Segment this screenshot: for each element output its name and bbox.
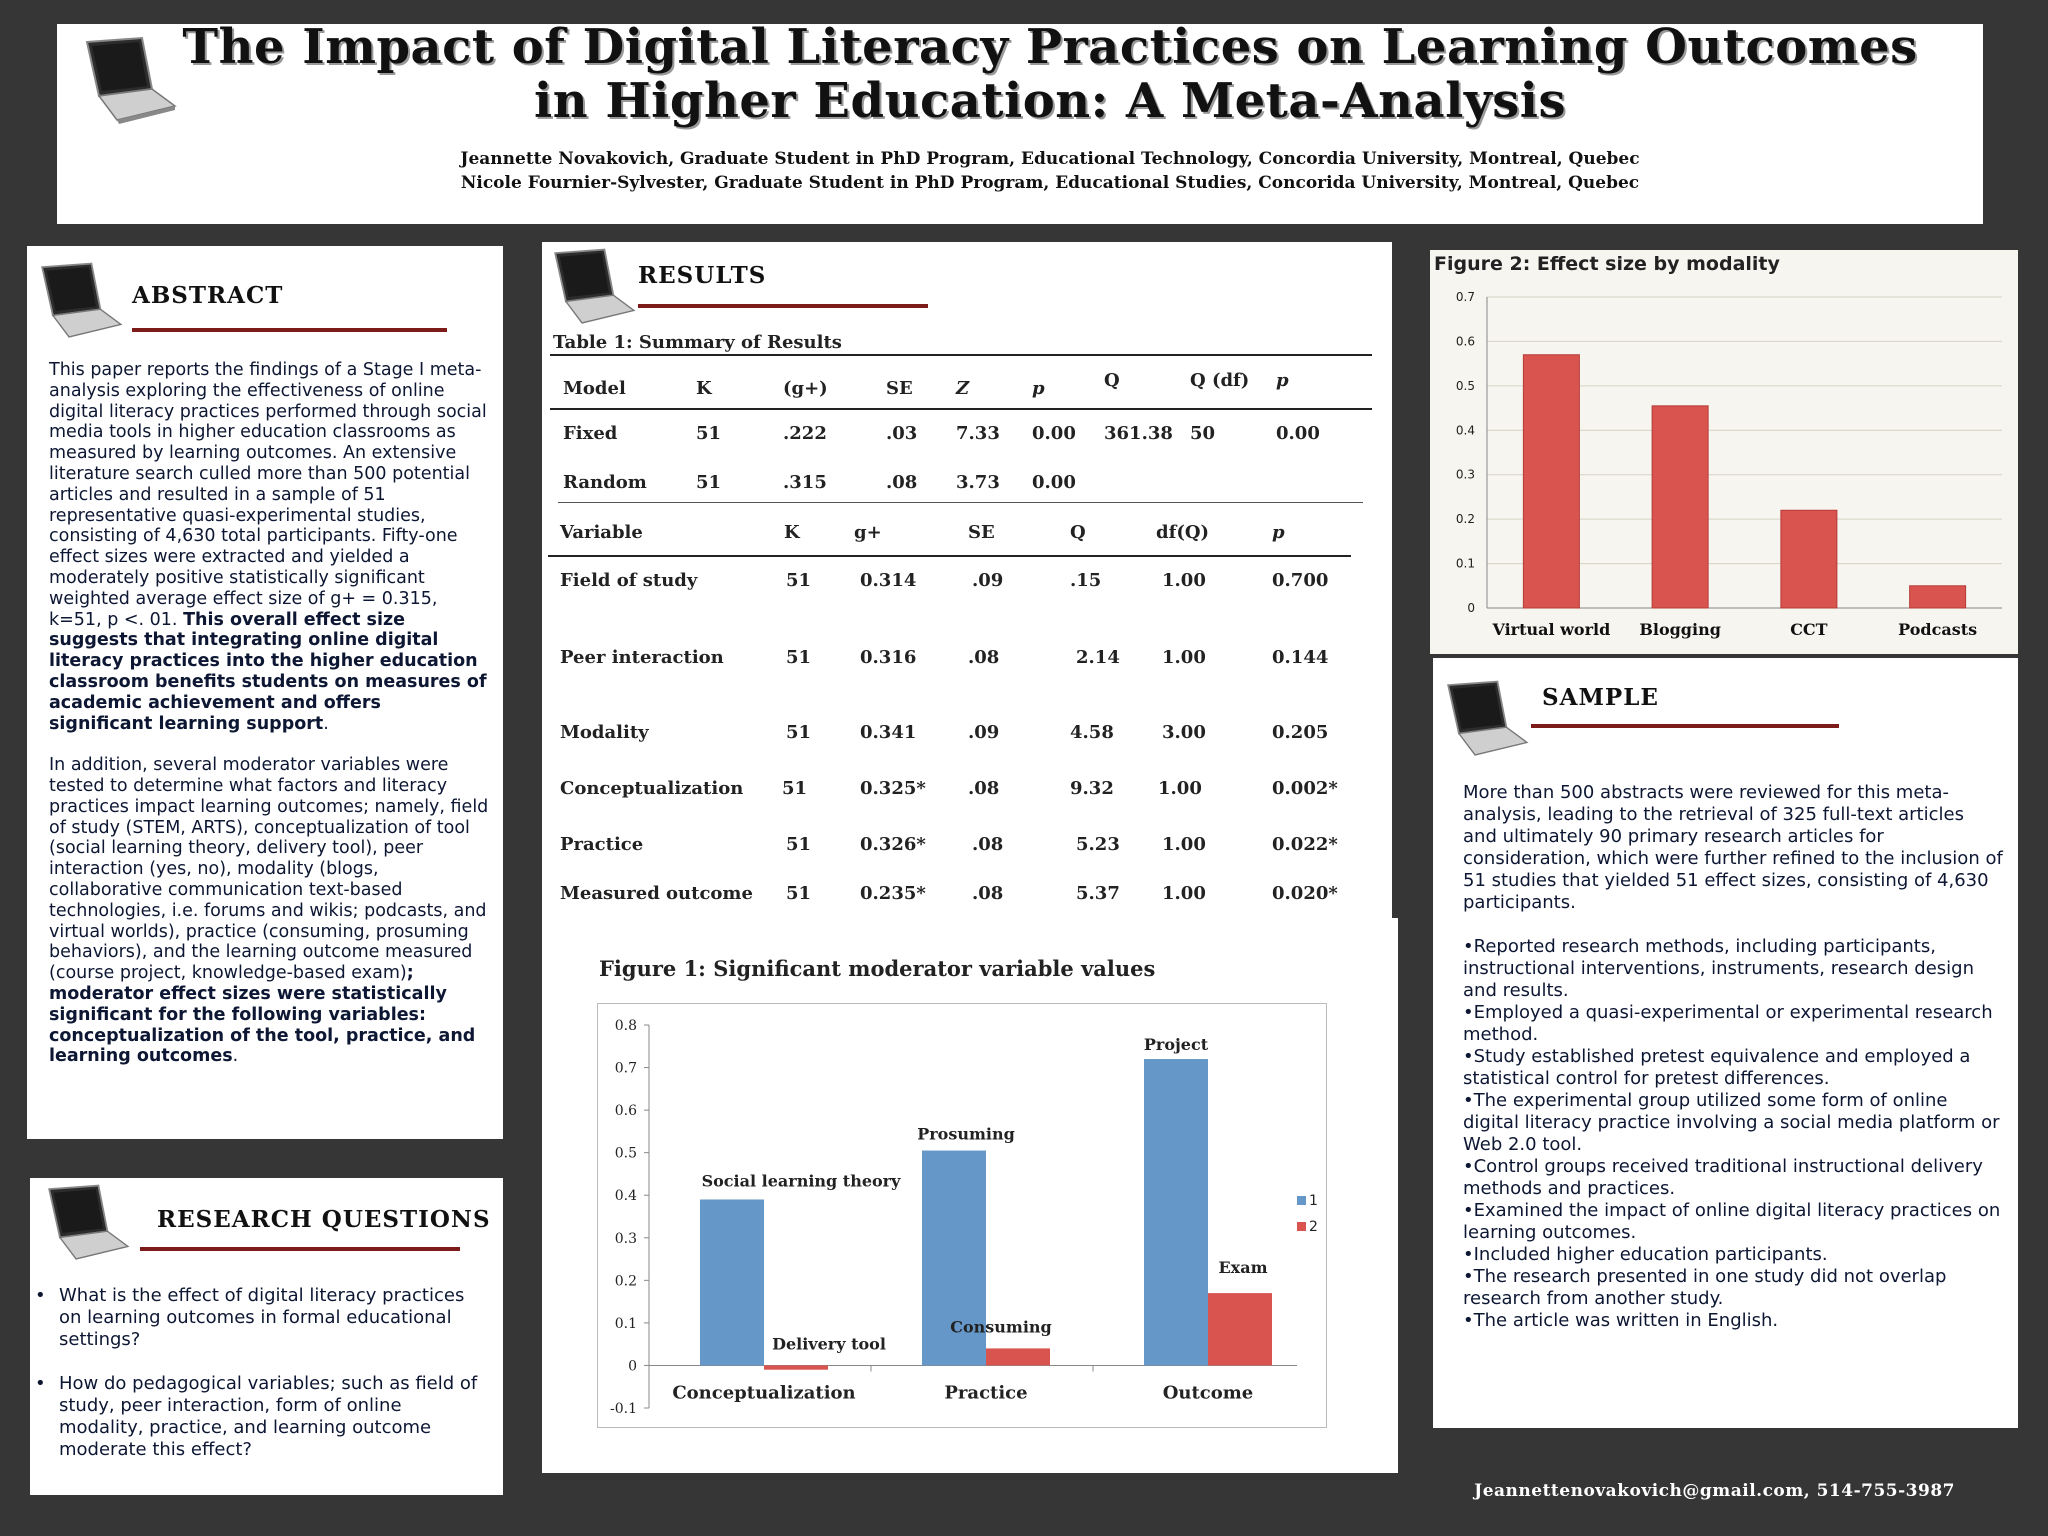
- rq-list: [35, 1285, 490, 1483]
- sample-heading: SAMPLE: [1542, 684, 1659, 711]
- list-item: • What is the effect of digital literacy practices on learning outcomes in formal educational settings?: [35, 1285, 490, 1351]
- legend-swatch: [1297, 1196, 1306, 1205]
- list-item: •Employed a quasi-experimental or experimental research method.: [1463, 1002, 1993, 1045]
- table-header: Q: [1104, 370, 1120, 391]
- table-rule: [558, 502, 1363, 503]
- sample-intro: More than 500 abstracts were reviewed for this meta-analysis, leading to the retrieval of 325 full-text articles and ultimately 90 primary research articles for consideration, which were further refined to the inclusion of 51 studies that yielded 51 effect sizes, consisting of 4,630 participants.: [1463, 782, 2003, 913]
- table-header: df(Q): [1156, 522, 1210, 543]
- bar: [1781, 510, 1837, 608]
- list-item: •Study established pretest equivalence and employed a statistical control for pretest differences.: [1463, 1046, 1971, 1089]
- table-header: SE: [968, 522, 995, 543]
- data-label: Delivery tool: [772, 1334, 886, 1354]
- bar: [1652, 406, 1708, 608]
- y-tick-label: 0.5: [614, 1145, 637, 1162]
- laptop-icon: [33, 260, 123, 349]
- abstract-p1-bold: This overall effect size suggests that integrating online digital literacy practices into the higher education classroom benefits students on measures of academic achievement and offers significant learning support: [49, 609, 487, 734]
- figure1-title: Figure 1: Significant moderator variable values: [599, 956, 1156, 981]
- y-tick-label: 0: [628, 1358, 637, 1375]
- bar: [1910, 586, 1966, 608]
- abstract-panel: [27, 246, 503, 1139]
- data-label: Project: [1143, 1035, 1209, 1055]
- bar: [1144, 1059, 1208, 1365]
- section-rule: [132, 328, 447, 332]
- table-header: Model: [563, 378, 626, 399]
- table-header: Z: [956, 378, 970, 399]
- section-rule: [1531, 724, 1839, 728]
- list-item: •The research presented in one study did not overlap research from another study.: [1463, 1266, 1947, 1309]
- bar: [1208, 1293, 1272, 1365]
- bar: [700, 1199, 764, 1365]
- table-header: p: [1272, 522, 1285, 543]
- legend-swatch: [1297, 1222, 1306, 1231]
- table-header: Q: [1070, 522, 1086, 543]
- y-tick-label: 0.1: [614, 1315, 637, 1332]
- x-tick-label: Conceptualization: [672, 1382, 856, 1404]
- results-heading: RESULTS: [638, 262, 767, 289]
- poster-title: The Impact of Digital Literacy Practices on Learning Outcomes in Higher Education: A Meta-Analysis: [182, 19, 1918, 129]
- x-tick-label: Podcasts: [1898, 620, 1978, 639]
- table-header: (g+): [783, 378, 828, 399]
- y-tick-label: 0.4: [614, 1188, 637, 1205]
- bar: [986, 1348, 1050, 1365]
- research-questions-panel: [30, 1178, 503, 1495]
- rq-heading: RESEARCH QUESTIONS: [157, 1206, 491, 1233]
- data-label: Prosuming: [917, 1124, 1015, 1144]
- x-tick-label: Outcome: [1162, 1382, 1254, 1404]
- y-tick-label: 0.7: [614, 1060, 637, 1077]
- y-tick-label: -0.1: [610, 1401, 637, 1417]
- y-tick-label: 0.1: [1455, 556, 1475, 571]
- summary-table: Table 1: Summary of Results Model K (g+) SE Z p Q Q (df) p Fixed 51 .222 .03 7.33 0.00 361.38 50 0.00 Random 51 .315 .08 3.73 0.00 Variable K g+ SE Q df(Q) p Field of study 51 0.314 .09 .15 1.00 0.700 Peer interaction 51 0.316 .08 2.14 1.00 0.144 Modality 51 0.341 .09 4.58 3.00 0.205 Conceptualization 51 0.325* .08 9.32 1.00 0.002* Practice 51 0.326* .08 5.23 1.00 0.022* Measured outcome 51 0.235* .08 5.37 1.00 0.020*: [548, 330, 1374, 910]
- figure1-panel: [542, 918, 1398, 1473]
- y-tick-label: 0.6: [614, 1103, 637, 1120]
- contact-info: Jeannettenovakovich@gmail.com, 514-755-3987: [1474, 1481, 1955, 1501]
- list-item: •Control groups received traditional instructional delivery methods and practices.: [1463, 1156, 1983, 1199]
- y-tick-label: 0.4: [1455, 423, 1475, 438]
- section-rule: [638, 304, 928, 308]
- x-tick-label: Practice: [944, 1382, 1028, 1404]
- bar: [1523, 355, 1579, 608]
- section-rule: [140, 1247, 460, 1251]
- sample-text: [1463, 782, 2003, 1332]
- x-tick-label: Blogging: [1639, 620, 1721, 639]
- legend-label: 1: [1309, 1193, 1318, 1209]
- data-label: Consuming: [950, 1317, 1052, 1337]
- y-tick-label: 0.3: [1455, 467, 1475, 482]
- table-header: Q (df): [1190, 370, 1250, 391]
- figure1-chart: [597, 1003, 1327, 1428]
- y-tick-label: 0.2: [614, 1273, 637, 1290]
- y-tick-label: 0.6: [1455, 334, 1475, 349]
- list-item: •Reported research methods, including participants, instructional interventions, instruments, research design and results.: [1463, 936, 1975, 1001]
- laptop-icon: [546, 246, 636, 335]
- list-item: • How do pedagogical variables; such as field of study, peer interaction, form of online modality, practice, and learning outcome moderate this effect?: [35, 1373, 490, 1461]
- laptop-icon: [40, 1182, 130, 1271]
- y-tick-label: 0.3: [614, 1230, 637, 1247]
- table-header: SE: [886, 378, 913, 399]
- y-tick-label: 0: [1467, 601, 1475, 615]
- table-rule: [550, 354, 1372, 356]
- y-tick-label: 0.5: [1455, 378, 1475, 393]
- laptop-icon: [1439, 678, 1529, 767]
- abstract-p1: This paper reports the findings of a Stage I meta-analysis exploring the effectiveness of online digital literacy practices performed through social media tools in higher education classrooms as measured by learning outcomes. An extensive literature search culled more than 500 potential articles and resulted in a sample of 51 representative quasi-experimental studies, consisting of 4,630 total participants. Fifty-one effect sizes were extracted and yielded a moderately positive statistically significant weighted average effect size of g+ = 0.315, k=51, p <. 01.: [49, 360, 487, 630]
- table-header: p: [1032, 378, 1045, 399]
- y-tick-label: 0.2: [1455, 512, 1475, 527]
- y-tick-label: 0.8: [614, 1018, 637, 1034]
- data-label: Social learning theory: [701, 1171, 901, 1191]
- table-rule: [550, 408, 1372, 410]
- abstract-p2: In addition, several moderator variables were tested to determine what factors and literacy practices impact learning outcomes; namely, field of study (STEM, ARTS), conceptualization of tool (social learning theory, delivery tool), peer interaction (yes, no), modality (blogs, collaborative communication text-based technologies, i.e. forums and wikis; podcasts, and virtual worlds), practice (consuming, prosuming behaviors), and the learning outcome measured (course project, knowledge-based exam): [49, 755, 489, 984]
- table-header: g+: [854, 522, 882, 543]
- list-item: •The article was written in English.: [1463, 1310, 1779, 1331]
- table-header: K: [784, 522, 800, 543]
- figure2-panel: [1430, 250, 2018, 654]
- table-rule: [548, 555, 1351, 557]
- x-tick-label: CCT: [1790, 620, 1828, 639]
- figure2-title: Figure 2: Effect size by modality: [1434, 253, 1780, 275]
- abstract-heading: ABSTRACT: [132, 282, 284, 309]
- author-2: Nicole Fournier-Sylvester, Graduate Student in PhD Program, Educational Studies, Concorida University, Montreal, Quebec: [460, 173, 1640, 193]
- abstract-text: This paper reports the findings of a Stage I meta-analysis exploring the effectiveness of online digital literacy practices performed through social media tools in higher education classrooms as measured by learning outcomes. An extensive literature search culled more than 500 potential articles and resulted in a sample of 51 representative quasi-experimental studies, consisting of 4,630 total participants. Fifty-one effect sizes were extracted and yielded a moderately positive statistically significant weighted average effect size of g+ = 0.315, k=51, p <. 01. This overall effect size suggests that integrating online digital literacy practices into the higher education classroom benefits students on measures of academic achievement and offers significant learning support. In addition, several moderator variables were tested to determine what factors and literacy practices impact learning outcomes; namely, field of study (STEM, ARTS), conceptualization of tool (social learning theory, delivery tool), peer interaction (yes, no), modality (blogs, collaborative communication text-based technologies, i.e. forums and wikis; podcasts, and virtual worlds), practice (consuming, prosuming behaviors), and the learning outcome measured (course project, knowledge-based exam); moderator effect sizes were statistically significant for the following variables: conceptualization of the tool, practice, and learning outcomes.: [49, 360, 489, 1067]
- y-tick-label: 0.7: [1455, 290, 1475, 304]
- list-item: •The experimental group utilized some form of online digital literacy practice involving a social media platform or Web 2.0 tool.: [1463, 1090, 2000, 1155]
- author-1: Jeannette Novakovich, Graduate Student in PhD Program, Educational Technology, Concordia University, Montreal, Quebec: [460, 149, 1640, 169]
- bar: [764, 1365, 828, 1369]
- table-header: K: [696, 378, 712, 399]
- list-item: •Included higher education participants.: [1463, 1244, 1828, 1265]
- data-label: Exam: [1218, 1258, 1268, 1278]
- table-header: Variable: [560, 522, 643, 543]
- figure2-chart: [1432, 285, 2012, 650]
- table-caption: Table 1: Summary of Results: [553, 332, 842, 353]
- abstract-p2-bold: ; moderator effect sizes were statistically significant for the following variables: conceptualization of the tool, practice, and learning outcomes: [49, 963, 476, 1067]
- x-tick-label: Virtual world: [1492, 620, 1611, 639]
- legend-label: 2: [1309, 1219, 1318, 1235]
- list-item: •Examined the impact of online digital literacy practices on learning outcomes.: [1463, 1200, 2001, 1243]
- table-header: p: [1276, 370, 1289, 391]
- sample-panel: [1433, 658, 2018, 1428]
